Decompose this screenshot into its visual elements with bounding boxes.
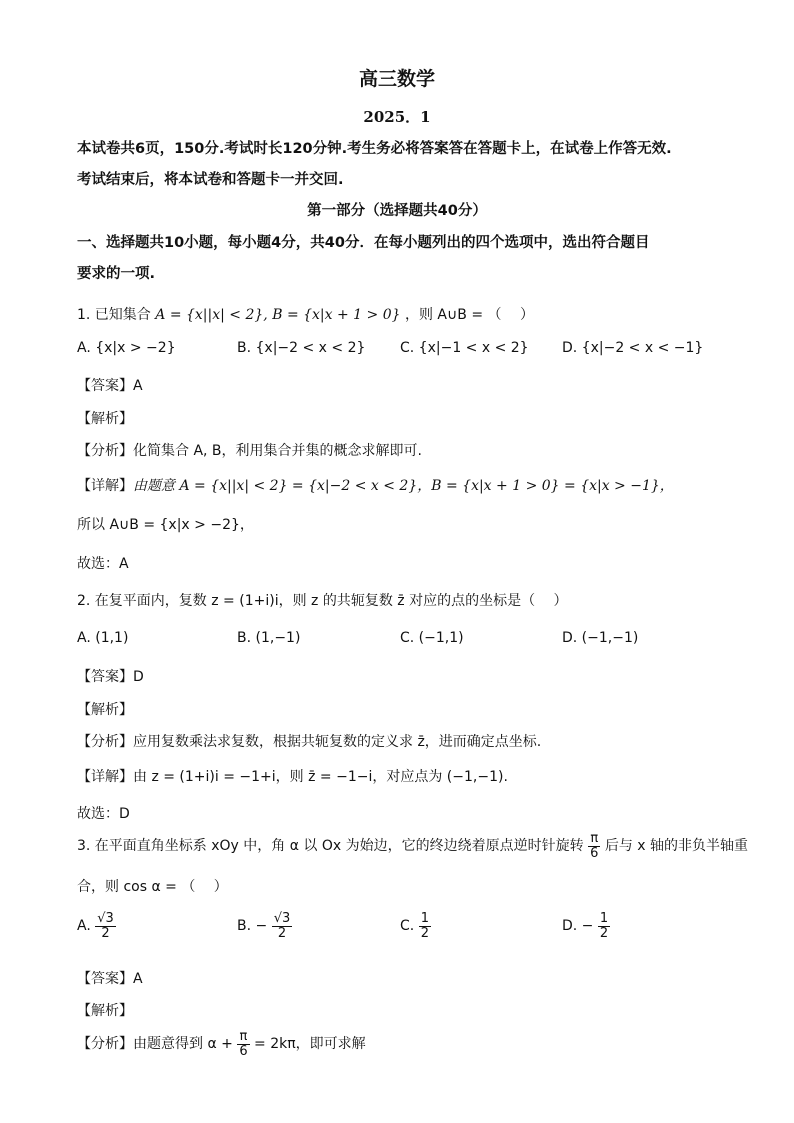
q2-answer-value: D [133,669,144,685]
intro-line-2: 考试结束后，将本试卷和答题卡一并交回. [77,172,344,188]
q1-stem-suffix: ，则 A∪B = （ ） [404,307,534,323]
q3-fenxi-a: 由题意得到 α + [133,1036,233,1053]
part1-instruction-2: 要求的一项. [77,266,156,282]
q3-option-b-num: √3 [273,911,291,926]
q1-stem-prefix: 1. 已知集合 [77,307,151,323]
q3-option-b-fraction [272,912,293,940]
q1-xiangjie-tag: 【详解】 [77,478,133,494]
q3-answer [77,968,143,988]
q3-option-b [237,912,292,940]
q1-xiangjie [77,475,674,495]
q2-fenxi-text: 应用复数乘法求复数，根据共轭复数的定义求 z̄，进而确定点坐标. [133,734,542,750]
q1-stem-math: A = {x||x| < 2}, B = {x|x + 1 > 0} [155,307,401,323]
q3-option-c-den: 2 [420,925,429,941]
q3-stem-line-1 [77,832,748,860]
q3-stem-line-2: 合，则 cos α = （ ） [77,879,228,895]
intro-line-1: 本试卷共6页，150分.考试时长120分钟.考生务必将答案答在答题卡上，在试卷上作答无效. [77,141,672,157]
q3-option-a-fraction [95,912,116,940]
q2-choice: 故选：D [77,806,130,822]
q3-option-d-den: 2 [599,925,609,941]
part1-heading: 第一部分（选择题共40分） [307,203,487,219]
q1-xiangjie-2: 所以 A∪B = {x|x > −2}， [77,517,254,533]
q2-answer [77,666,144,686]
q2-option-d: D. (−1,−1) [562,630,639,646]
q3-stem-fraction [588,832,600,860]
q2-xiangjie-tag: 【详解】 [77,769,133,785]
q3-fenxi [77,1030,366,1058]
q3-answer-tag: 【答案】 [77,971,133,987]
q1-fenxi-text: 化简集合 A, B，利用集合并集的概念求解即可. [133,443,422,459]
q2-stem: 2. 在复平面内，复数 z = (1+i)i，则 z 的共轭复数 z̄ 对应的点的坐标是（ ） [77,593,568,609]
q1-fenxi [77,440,422,460]
q3-option-b-label: B. − [237,918,268,935]
exam-date: 2025．1 [363,108,431,126]
q1-answer [77,375,143,395]
q1-answer-tag: 【答案】 [77,378,133,394]
q3-option-c [400,912,431,940]
q3-option-a-den: 2 [101,925,110,941]
q3-fenxi-b: = 2kπ，即可求解 [254,1036,366,1053]
q3-option-c-fraction [419,912,431,940]
q3-stem-a: 3. 在平面直角坐标系 xOy 中，角 α 以 Ox 为始边，它的终边绕着原点逆时针旋转 [77,838,584,855]
q3-option-d-label: D. − [562,918,594,935]
q3-option-d [562,912,610,940]
q2-analysis-tag: 【解析】 [77,702,133,718]
q1-fenxi-tag: 【分析】 [77,443,133,459]
q2-xiangjie-text: 由 z = (1+i)i = −1+i，则 z̄ = −1−i，对应点为 (−1,−1). [133,769,508,785]
q1-stem [77,304,534,324]
q3-fenxi-num: π [237,1030,249,1045]
q3-option-c-label: C. [400,918,415,935]
q1-answer-value: A [133,378,143,394]
q2-xiangjie [77,766,508,786]
q2-option-b: B. (1,−1) [237,630,301,646]
q3-option-c-num: 1 [420,911,429,926]
q3-option-a-label: A. [77,918,91,935]
q1-option-b: B. {x|−2 < x < 2} [237,340,366,356]
q2-option-a: A. (1,1) [77,630,129,646]
q3-option-b-den: 2 [277,925,287,941]
q3-analysis-tag: 【解析】 [77,1003,133,1019]
q2-fenxi-tag: 【分析】 [77,734,133,750]
q1-choice: 故选：A [77,556,129,572]
q3-fenxi-tag: 【分析】 [77,1036,133,1053]
q3-fenxi-den: 6 [239,1043,248,1059]
q3-fenxi-fraction [237,1030,249,1058]
q1-xiangjie-text: 由题意 A = {x||x| < 2} = {x|−2 < x < 2}，B = {x|x + 1 > 0} = {x|x > −1}， [133,478,674,494]
page-title: 高三数学 [358,68,435,90]
q3-stem-b: 后与 x 轴的非负半轴重 [604,838,749,855]
q2-answer-tag: 【答案】 [77,669,133,685]
q3-stem-frac-den: 6 [590,845,599,861]
q3-option-a-num: √3 [97,911,114,926]
q2-fenxi [77,731,541,751]
part1-instruction-1: 一、选择题共10小题，每小题4分，共40分．在每小题列出的四个选项中，选出符合题目 [77,235,650,251]
q3-stem-frac-num: π [588,832,600,847]
q3-answer-value: A [133,971,143,987]
q3-option-a [77,912,116,940]
q1-option-d: D. {x|−2 < x < −1} [562,340,704,356]
q1-analysis-tag: 【解析】 [77,411,133,427]
q1-option-a: A. {x|x > −2} [77,340,176,356]
q3-option-d-fraction [598,912,610,940]
q3-option-d-num: 1 [599,911,609,926]
q2-option-c: C. (−1,1) [400,630,464,646]
q1-option-c: C. {x|−1 < x < 2} [400,340,529,356]
